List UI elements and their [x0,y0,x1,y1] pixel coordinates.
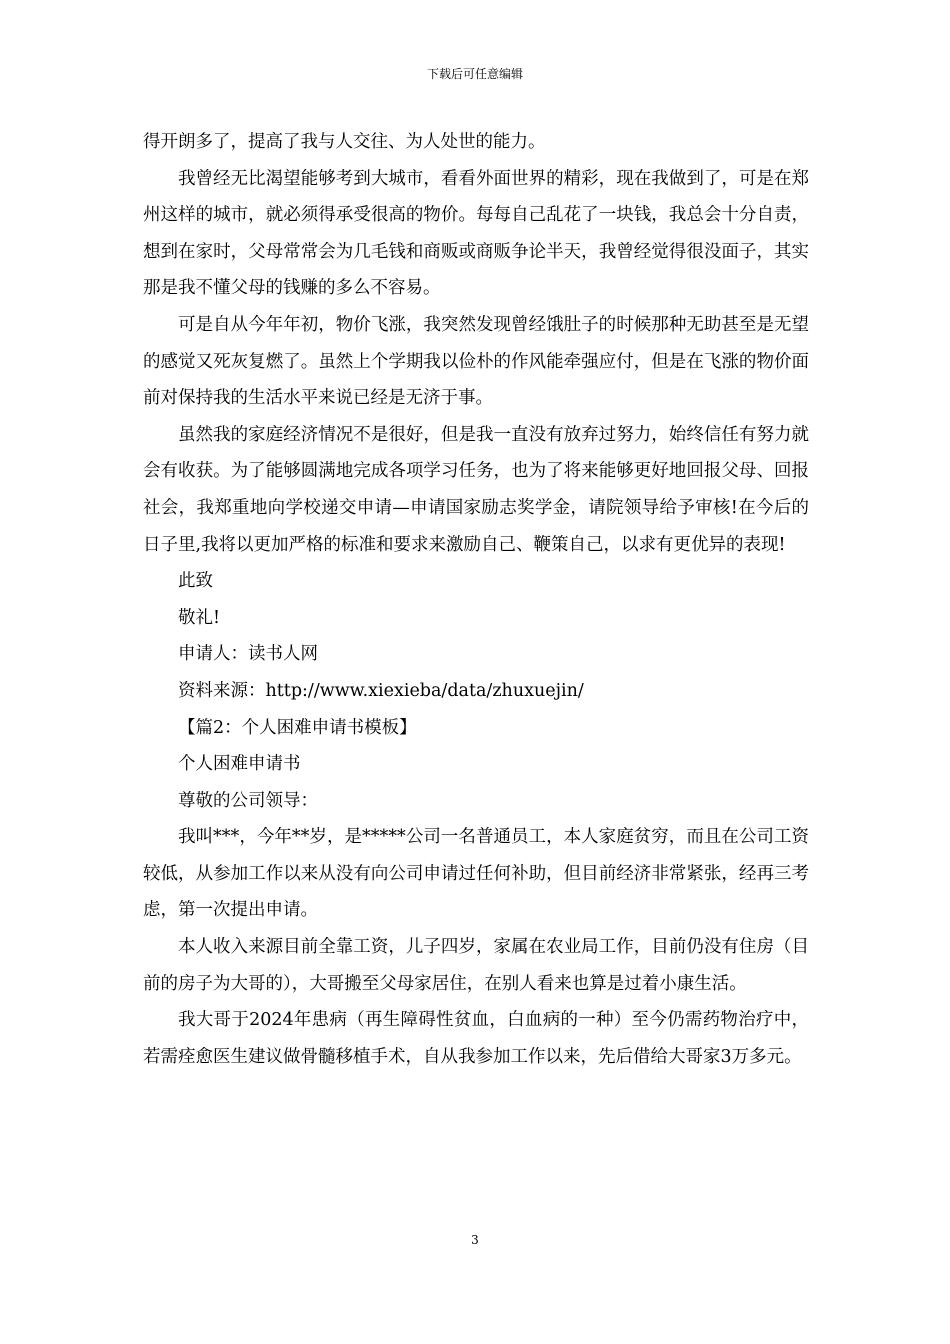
paragraph-income: 本人收入来源目前全靠工资，儿子四岁，家属在农业局工作，目前仍没有住房（目前的房子为大哥的），大哥搬至父母家居住，在别人看来也算是过着小康生活。 [143,937,809,994]
document-title: 个人困难申请书 [178,754,301,775]
paragraph-continuation: 得开朗多了，提高了我与人交往、为人处世的能力。 [143,132,546,152]
paragraph-city-prices: 我曾经无比渴望能够考到大城市，看看外面世界的精彩，现在我做到了，可是在郑州这样的城市，就必须得承受很高的物价。每每自己乱花了一块钱，我总会十分自责，想到在家时，父母常常会为几毛钱和商贩或商贩争论半天，我曾经觉得很没面子，其实那是我不懂父母的钱赚的多么不容易。 [143,168,809,299]
paragraph-scholarship-request: 虽然我的家庭经济情况不是很好，但是我一直没有放弃过努力，始终信任有努力就会有收获。为了能够圆满地完成各项学习任务，也为了将来能够更好地回报父母、回报社会，我郑重地向学校递交申请—申请国家励志奖学金，请院领导给予审核!在今后的日子里,我将以更加严格的标准和要求来激励自己、鞭策自己，以求有更优异的表现! [143,424,809,555]
paragraph-inflation: 可是自从今年年初，物价飞涨，我突然发现曾经饿肚子的时候那种无助甚至是无望的感觉又死灰复燃了。虽然上个学期我以俭朴的作风能牵强应付，但是在飞涨的物价面前对保持我的生活水平来说已经是无济于事。 [143,314,809,409]
applicant-line: 申请人：读书人网 [178,644,318,665]
page-number: 3 [471,1233,479,1247]
closing-jingli: 敬礼! [178,607,221,628]
paragraph-introduction: 我叫***，今年**岁，是*****公司一名普通员工，本人家庭贫穷，而且在公司工资较低，从参加工作以来从没有向公司申请过任何补助，但目前经济非常紧张，经再三考虑，第一次提出申请。 [143,827,809,921]
source-line: 资料来源：http://www.xiexieba/data/zhuxuejin/ [178,680,584,701]
page-header: 下载后可任意编辑 [426,67,523,81]
salutation: 尊敬的公司领导： [178,790,318,811]
section-heading: 【篇2：个人困难申请书模板】 [178,717,417,738]
document-body [143,124,809,1075]
closing-cizhi: 此致 [178,571,213,592]
paragraph-brother-illness: 我大哥于2024年患病（再生障碍性贫血，白血病的一种）至今仍需药物治疗中，若需痊愈医生建议做骨髓移植手术，自从我参加工作以来，先后借给大哥家3万多元。 [143,1010,809,1067]
